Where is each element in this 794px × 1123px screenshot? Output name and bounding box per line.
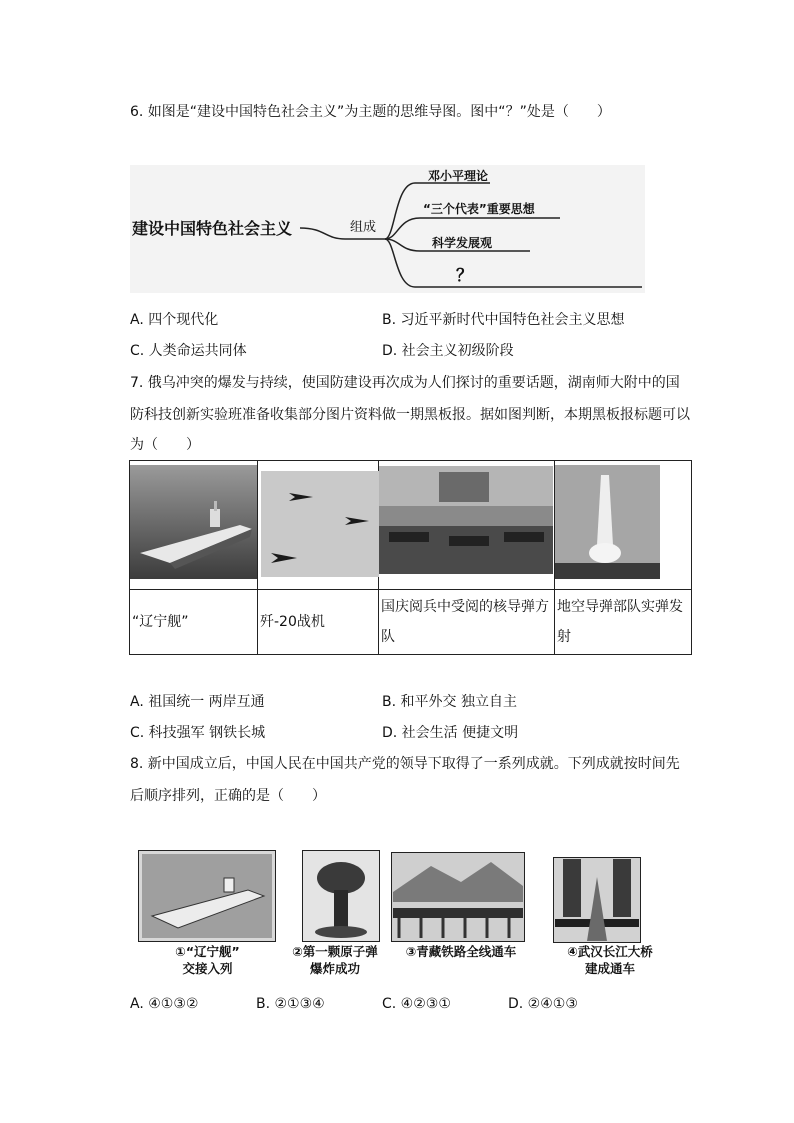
q7-cell-4 bbox=[555, 461, 692, 590]
q7-cell-1 bbox=[130, 461, 258, 590]
q6-option-c: C. 人类命运共同体 bbox=[130, 343, 247, 359]
q7-option-a: A. 祖国统一 两岸互通 bbox=[130, 694, 265, 710]
q6-option-b: B. 习近平新时代中国特色社会主义思想 bbox=[382, 312, 625, 328]
mindmap-leaf-4: ？ bbox=[456, 266, 473, 286]
q8-caption-4-line-2: 建成通车 bbox=[584, 961, 635, 976]
bridge-photo bbox=[553, 857, 641, 943]
mindmap-svg bbox=[130, 165, 645, 293]
q7-option-b: B. 和平外交 独立自主 bbox=[382, 694, 517, 710]
q7-stem-line-2: 防科技创新实验班准备收集部分图片资料做一期黑板报。据如图判断，本期黑板报标题可以 bbox=[130, 407, 690, 423]
fighter-jets-photo bbox=[261, 471, 379, 577]
mindmap-branch: 组成 bbox=[350, 220, 377, 235]
q7-cell-2 bbox=[258, 461, 379, 590]
q8-stem-line-2: 后顺序排列，正确的是（ ） bbox=[130, 788, 326, 804]
q7-caption-4: 地空导弹部队实弹发射 bbox=[555, 590, 692, 655]
missile-parade-photo bbox=[379, 466, 553, 574]
mindmap-leaf-1: 邓小平理论 bbox=[428, 169, 489, 183]
q8-caption-2-line-2: 爆炸成功 bbox=[309, 961, 360, 976]
q7-caption-1: “辽宁舰” bbox=[130, 590, 258, 655]
railway-photo bbox=[391, 852, 525, 942]
q8-caption-1-line-2: 交接入列 bbox=[182, 961, 233, 976]
q8-caption-3 bbox=[392, 943, 530, 960]
q8-caption-3-line-1: ③青藏铁路全线通车 bbox=[405, 944, 517, 959]
q6-stem: 6. 如图是“建设中国特色社会主义”为主题的思维导图。图中“？”处是（ ） bbox=[130, 104, 611, 120]
mushroom-cloud-photo bbox=[302, 850, 380, 942]
q8-option-a: A. ④①③② bbox=[130, 996, 199, 1012]
q7-picture-table bbox=[129, 460, 692, 655]
aircraft-carrier-photo-q8 bbox=[138, 850, 276, 942]
q7-caption-2: 歼-20战机 bbox=[258, 590, 379, 655]
q8-caption-4 bbox=[555, 943, 665, 977]
q7-caption-row bbox=[130, 590, 692, 655]
q8-caption-2 bbox=[280, 943, 390, 977]
mindmap-leaf-3: 科学发展观 bbox=[432, 236, 493, 250]
q8-option-c: C. ④②③① bbox=[382, 996, 451, 1012]
mindmap-leaf-2: “三个代表”重要思想 bbox=[423, 202, 535, 216]
q7-stem-line-3: 为（ ） bbox=[130, 437, 200, 453]
mindmap-root: 建设中国特色社会主义 bbox=[132, 219, 293, 238]
q7-image-row bbox=[130, 461, 692, 590]
q7-stem-line-1: 7. 俄乌冲突的爆发与持续，使国防建设再次成为人们探讨的重要话题，湖南师大附中的国 bbox=[130, 375, 680, 391]
q6-mindmap bbox=[130, 165, 645, 293]
q7-option-c: C. 科技强军 钢铁长城 bbox=[130, 725, 266, 741]
q7-option-d: D. 社会生活 便捷文明 bbox=[382, 725, 519, 741]
q8-caption-4-line-1: ④武汉长江大桥 bbox=[567, 944, 653, 959]
q8-option-d: D. ②④①③ bbox=[508, 996, 578, 1012]
q7-cell-3 bbox=[379, 461, 555, 590]
q8-caption-1 bbox=[150, 943, 265, 977]
q8-caption-1-line-1: ①“辽宁舰” bbox=[175, 944, 240, 959]
q6-option-a: A. 四个现代化 bbox=[130, 312, 219, 328]
q8-option-b: B. ②①③④ bbox=[256, 996, 325, 1012]
q8-caption-2-line-1: ②第一颗原子弹 bbox=[292, 944, 378, 959]
missile-launch-photo bbox=[555, 465, 660, 579]
aircraft-carrier-photo bbox=[130, 465, 257, 579]
q7-caption-3: 国庆阅兵中受阅的核导弹方队 bbox=[379, 590, 555, 655]
q6-option-d: D. 社会主义初级阶段 bbox=[382, 343, 514, 359]
q8-stem-line-1: 8. 新中国成立后，中国人民在中国共产党的领导下取得了一系列成就。下列成就按时间先 bbox=[130, 756, 680, 772]
